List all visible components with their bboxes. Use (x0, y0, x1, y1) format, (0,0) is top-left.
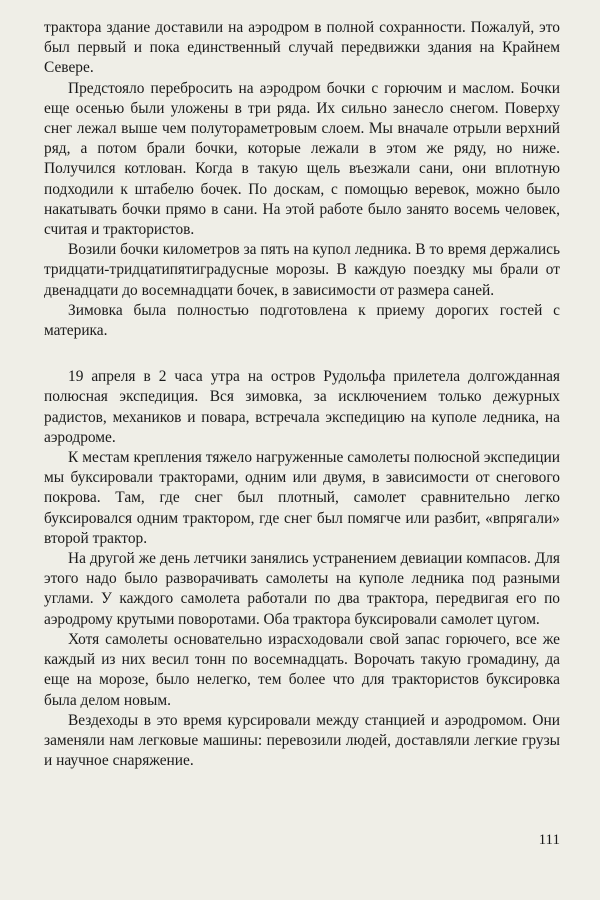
page-number: 111 (538, 832, 560, 848)
paragraph-plane-towing: К местам крепления тяжело нагруженные самолеты полюсной экспедиции мы буксировали тракторами, одним или двумя, в зависимости от снегового покрова. Там, где снег был плотный, самолет сравнительно легко буксировался одним трактором, где снег был помягче или разбит, «впрягали» второй трактор. (44, 449, 560, 547)
book-page-text (44, 18, 560, 771)
section-gap (44, 341, 560, 367)
paragraph-plane-weight: Хотя самолеты основательно израсходовали свой запас горючего, все же каждый из них весил тонн по восемнадцать. Ворочать такую громадину, да еще на морозе, было нелегко, тем более что для трактористов буксировка была делом новым. (44, 630, 560, 709)
paragraph-building-transport: трактора здание доставили на аэродром в полной сохранности. Пожалуй, это был первый и пока единственный случай передвижки здания на Крайнем Севере. (44, 19, 560, 77)
paragraph-expedition-arrival: 19 апреля в 2 часа утра на остров Рудольфа прилетела долгожданная полюсная экспедиция. Вся зимовка, за исключением только дежурных радистов, механиков и повара, встречала экспедицию на куполе ледника, на аэродроме. (44, 368, 560, 446)
paragraph-all-terrain-vehicles: Вездеходы в это время курсировали между станцией и аэродромом. Они заменяли нам легковые машины: перевозили людей, доставляли легкие грузы и научное снаряжение. (44, 711, 560, 770)
paragraph-compass-deviation: На другой же день летчики занялись устранением девиации компасов. Для этого надо было разворачивать самолеты на куполе ледника под разными углами. У каждого самолета работали по два трактора, передвигая его по аэродрому крутыми поворотами. Оба трактора буксировали самолет цугом. (44, 550, 560, 628)
paragraph-wintering-ready: Зимовка была полностью подготовлена к приему дорогих гостей с материка. (44, 301, 560, 340)
paragraph-fuel-barrels: Предстояло перебросить на аэродром бочки с горючим и маслом. Бочки еще осенью были уложены в три ряда. Их сильно занесло снегом. Поверху снег лежал выше чем полутораметровым слоем. Мы вначале отрыли верхний ряд, а потом брали бочки, которые лежали в этом же ряду, но ниже. Получился котлован. Когда в такую щель въезжали сани, они вплотную подходили к штабелю бочек. По доскам, с помощью веревок, можно было накатывать бочки прямо в сани. На этой работе было занято восемь человек, считая и трактористов. (44, 79, 560, 239)
paragraph-barrel-hauling: Возили бочки километров за пять на купол ледника. В то время держались тридцати-тридцатипятиградусные морозы. В каждую поездку мы брали от двенадцати до восемнадцати бочек, в зависимости от размера саней. (44, 241, 560, 299)
